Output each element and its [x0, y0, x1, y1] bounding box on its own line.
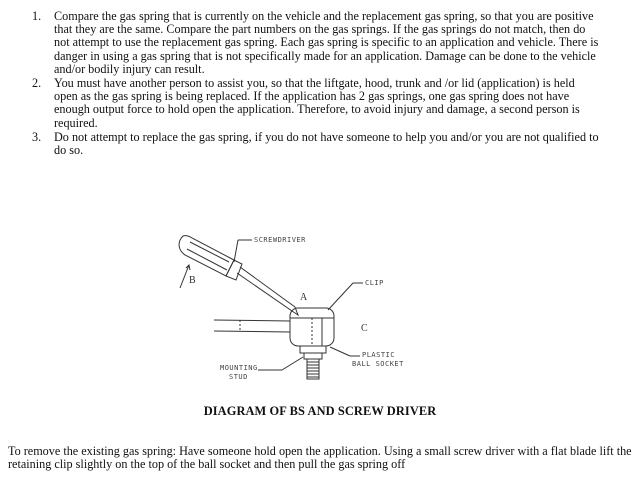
instruction-list: [0, 10, 640, 158]
label-clip: CLIP: [365, 279, 384, 287]
screwdriver-diagram: [0, 220, 640, 410]
instruction-item-1: [0, 10, 640, 76]
screwdriver-handle: [179, 236, 242, 280]
screwdriver-shaft: [237, 267, 298, 315]
label-c: C: [361, 323, 368, 334]
instruction-number: 1.: [32, 9, 42, 23]
removal-paragraph: To remove the existing gas spring: Have someone hold open the application. Using a small screw driver with a flat blade lift the retaining clip slightly on the top of the ball socket and then pull the gas spring off: [8, 444, 632, 472]
mounting-stud: [307, 359, 319, 379]
label-stud: STUD: [229, 373, 248, 381]
instruction-text: Compare the gas spring that is currently on the vehicle and the replacement gas spring, so that you are positive that they are the same. Compare the part numbers on the gas springs. If the gas springs do not match, then do not attempt to use the replacement gas spring. Each gas spring is specific to an application and vehicle. There is danger in using a gas spring that is not specifically made for an application. Damage can be done to the vehicle and/or bodily injury can result.: [54, 9, 599, 76]
instruction-text: Do not attempt to replace the gas spring, if you do not have someone to help you and/or you are not qualified to do so.: [54, 129, 599, 158]
instruction-number: 2.: [32, 76, 42, 91]
gas-spring-rod: [214, 320, 290, 332]
diagram-caption: DIAGRAM OF BS AND SCREW DRIVER: [203, 404, 437, 418]
arrow-b: [180, 265, 189, 288]
label-screwdriver: SCREWDRIVER: [254, 236, 306, 244]
instruction-item-2: [0, 77, 640, 130]
label-mounting: MOUNTING: [220, 364, 258, 372]
label-ball-socket: BALL SOCKET: [352, 360, 404, 368]
instruction-number: 3.: [32, 129, 42, 144]
label-plastic: PLASTIC: [362, 351, 396, 359]
instruction-text: You must have another person to assist you, so that the liftgate, hood, trunk and /or lid (application) is held open as the gas spring is being replaced. If the application has 2 gas springs, one gas spring does not have enough output force to hold open the application. Therefore, to avoid injury and damage, a second person is required.: [54, 76, 580, 130]
instruction-item-3: [0, 131, 640, 157]
label-b: B: [189, 275, 196, 286]
label-a: A: [300, 292, 308, 303]
